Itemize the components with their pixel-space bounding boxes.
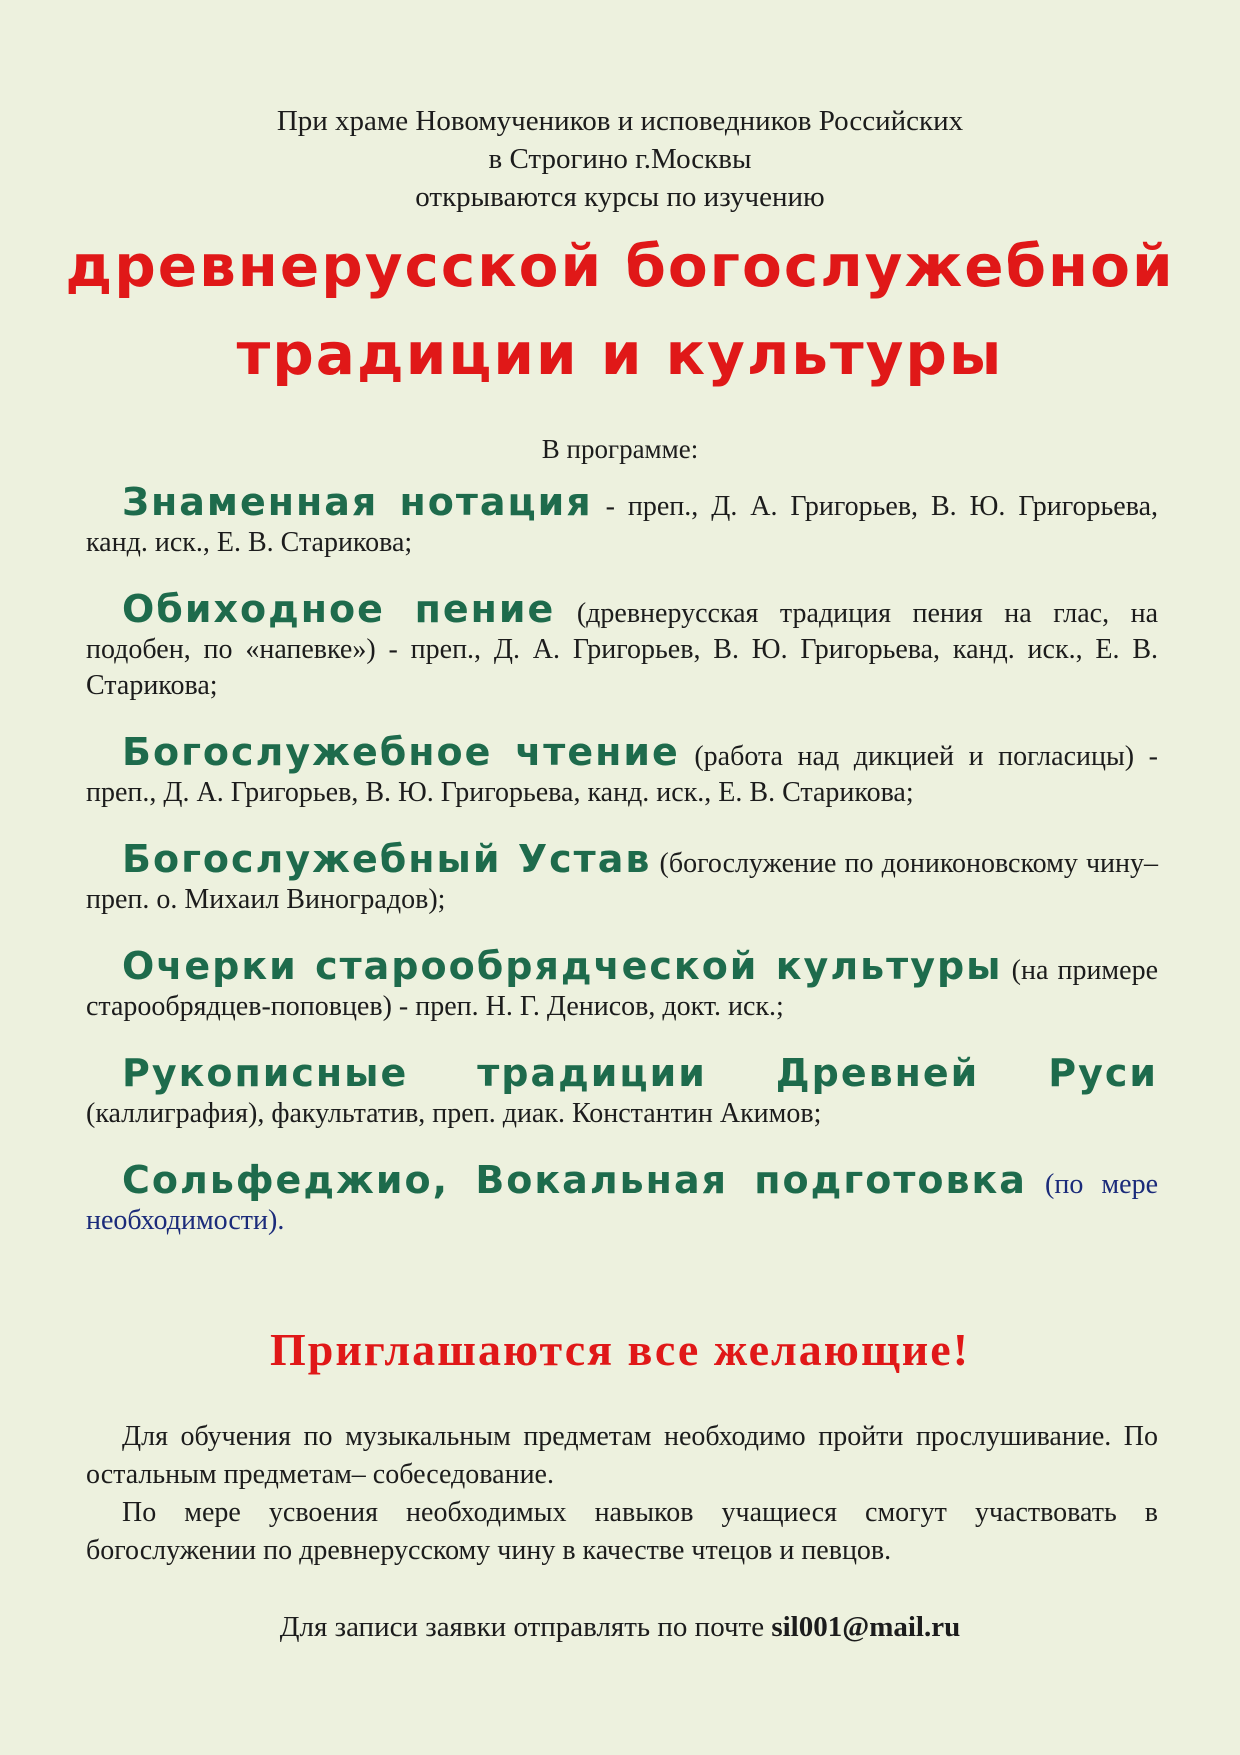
course-description: (богослужение по дониконовскому чину– преп. о. Михаил Виноградов);	[86, 848, 1158, 915]
course-list	[86, 480, 1159, 1269]
course-name: Богослужебное чтение	[122, 730, 680, 774]
course-item	[86, 1051, 1158, 1132]
invitation-banner: Приглашаются все желающие!	[269, 1324, 971, 1375]
contact-text: Для записи заявки отправлять по почте	[279, 1611, 772, 1643]
intro-text	[0, 102, 1240, 216]
main-heading-line-1: древнерусской богослужебной	[65, 232, 1175, 300]
course-item	[86, 1158, 1158, 1239]
note-paragraph-2: По мере усвоения необходимых навыков учащиеся смогут участвовать в богослужении по древнерусскому чину в качестве чтецов и певцов.	[86, 1497, 1158, 1566]
course-description: (по мере необходимости).	[86, 1169, 1158, 1236]
course-name: Богослужебный Устав	[122, 837, 652, 881]
course-description: - преп., Д. А. Григорьев, В. Ю. Григорьева, канд. иск., Е. В. Старикова;	[86, 491, 1158, 558]
course-name: Очерки старообрядческой культуры	[122, 944, 1003, 988]
intro-line-3: открываются курсы по изучению	[415, 181, 825, 213]
course-name: Сольфеджио, Вокальная подготовка	[122, 1158, 1027, 1202]
course-item	[86, 837, 1158, 918]
notes-section	[86, 1418, 1158, 1570]
course-description: (древнерусская традиция пения на глас, на подобен, по «напевке») - преп., Д. А. Григорьев, В. Ю. Григорьева, канд. иск., Е. В. Старикова;	[86, 598, 1158, 701]
course-name: Обиходное пение	[122, 587, 556, 631]
program-label: В программе:	[541, 434, 699, 464]
intro-line-2: в Строгино г.Москвы	[488, 143, 752, 175]
course-description: (работа над дикцией и погласицы) - преп., Д. А. Григорьев, В. Ю. Григорьева, канд. иск., Е. В. Старикова;	[86, 741, 1159, 808]
course-name: Рукописные традиции Древней Руси	[122, 1051, 1158, 1095]
course-item	[86, 480, 1158, 561]
course-item	[86, 730, 1159, 811]
course-name: Знаменная нотация	[122, 480, 593, 524]
contact-line	[0, 1608, 1240, 1646]
intro-line-1: При храме Новомучеников и исповедников Российских	[276, 105, 964, 137]
course-description: (на примере старообрядцев-поповцев) - преп. Н. Г. Денисов, докт. иск.;	[86, 955, 1158, 1022]
contact-email-link[interactable]: sil001@mail.ru	[771, 1611, 961, 1643]
course-item	[86, 944, 1158, 1025]
course-description: (каллиграфия), факультатив, преп. диак. Константин Акимов;	[86, 1098, 822, 1129]
main-heading-line-2: традиции и культуры	[236, 320, 1004, 388]
note-paragraph-1: Для обучения по музыкальным предметам необходимо пройти прослушивание. По остальным предметам– собеседование.	[86, 1421, 1158, 1490]
course-item	[86, 587, 1158, 704]
